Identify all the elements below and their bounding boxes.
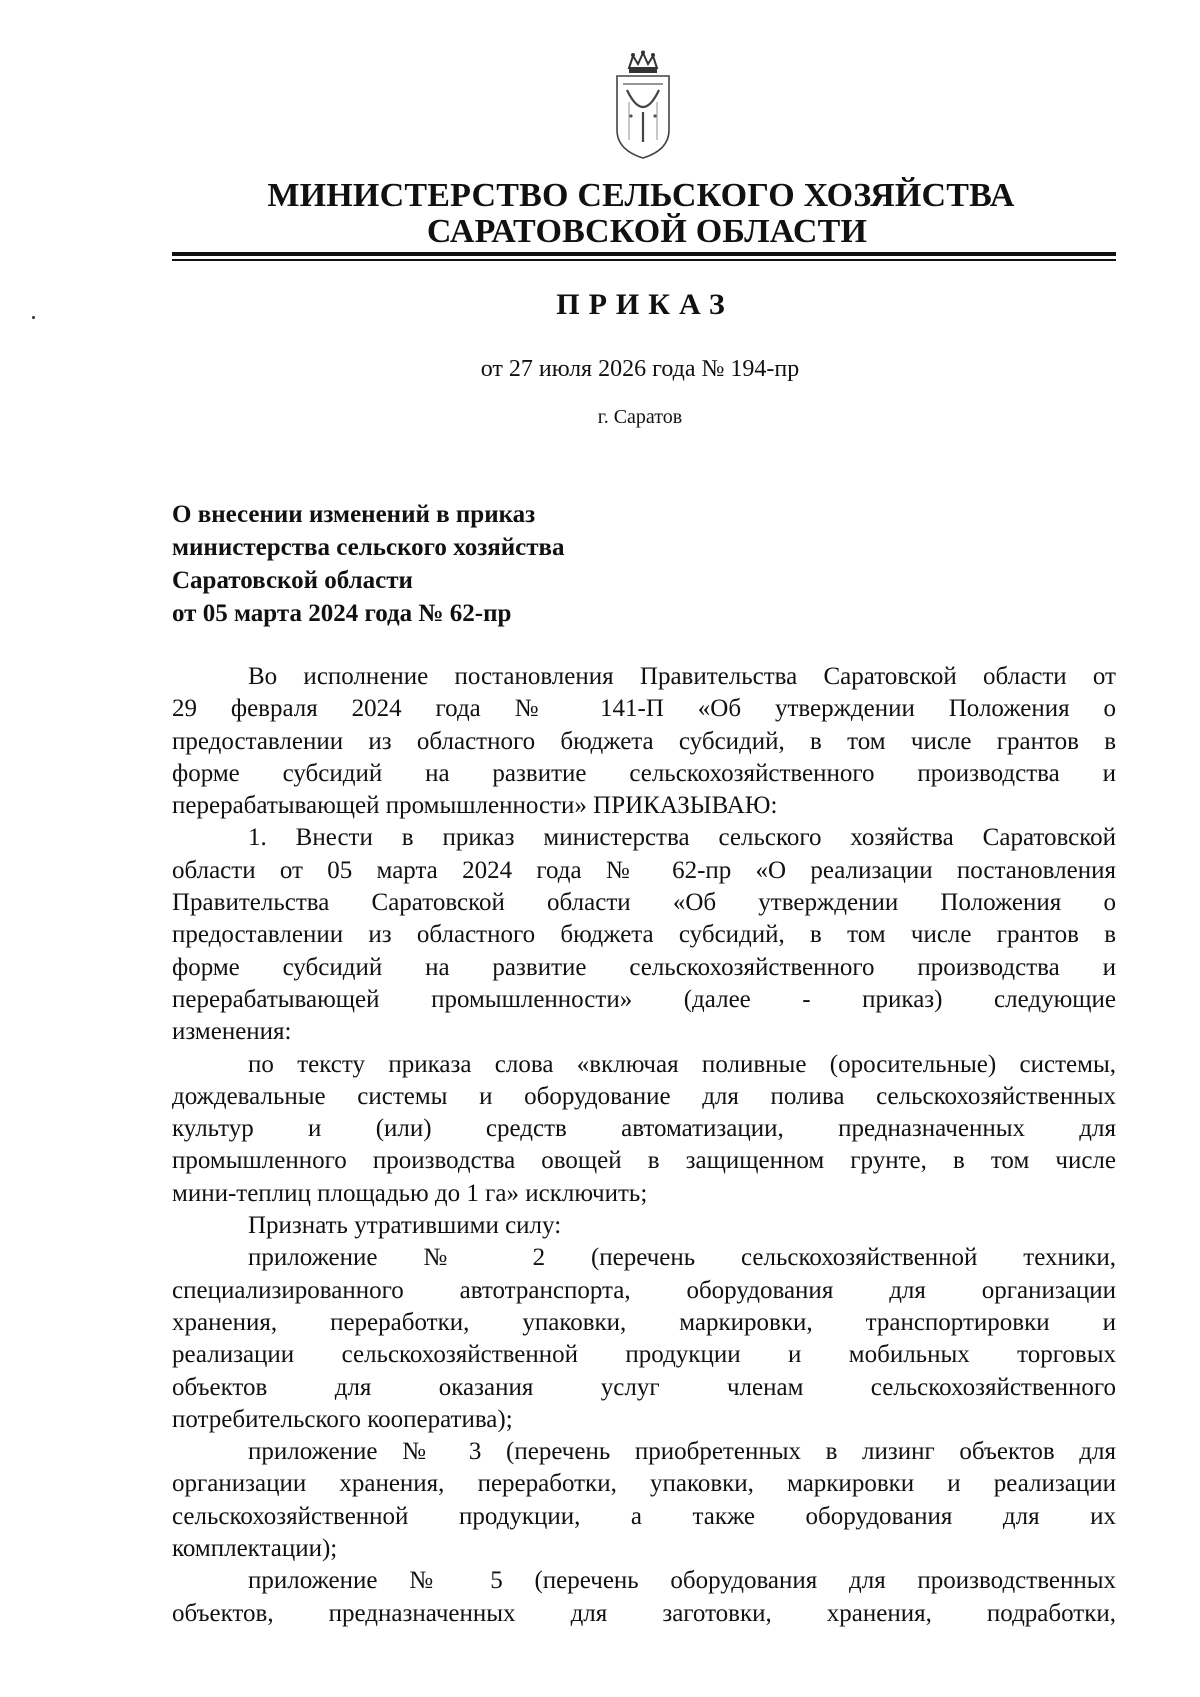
header-divider-thick [172, 252, 1116, 256]
body-line: Правительства Саратовской области «Об утверждении Положения о [172, 889, 1116, 917]
body-line: предоставлении из областного бюджета субсидий, в том числе грантов в [172, 921, 1116, 949]
body-line: Во исполнение постановления Правительства Саратовской области от [248, 663, 1116, 690]
body-line: форме субсидий на развитие сельскохозяйственного производства и [172, 953, 1116, 981]
header-divider-thin [172, 259, 1116, 261]
body-line: перерабатывающей промышленности» (далее - приказ) следующие [172, 985, 1116, 1013]
body-line: культур и (или) средств автоматизации, предназначенных для [172, 1115, 1116, 1143]
body-line: организации хранения, переработки, упаковки, маркировки и реализации [172, 1470, 1116, 1498]
body-line: предоставлении из областного бюджета субсидий, в том числе грантов в [172, 727, 1116, 755]
scan-speck [32, 316, 35, 319]
body-line: форме субсидий на развитие сельскохозяйственного производства и [172, 759, 1116, 787]
body-line: специализированного автотранспорта, оборудования для организации [172, 1276, 1116, 1304]
body-line: изменения: [172, 1018, 292, 1046]
body-line: реализации сельскохозяйственной продукции и мобильных торговых [172, 1341, 1116, 1369]
order-subject [172, 498, 565, 630]
body-line: области от 05 марта 2024 года № 62-пр «О реализации постановления [172, 856, 1116, 884]
subject-line: Саратовской области [172, 567, 413, 594]
body-line: потребительского кооператива); [172, 1405, 513, 1433]
subject-line: О внесении изменений в приказ [172, 501, 536, 528]
ministry-name-line-2: САРАТОВСКОЙ ОБЛАСТИ [426, 213, 868, 250]
subject-line: министерства сельского хозяйства [172, 534, 565, 561]
body-line: 1. Внести в приказ министерства сельского хозяйства Саратовской [248, 824, 1116, 852]
body-line: комплектации); [172, 1535, 338, 1563]
issue-city: г. Саратов [597, 406, 683, 428]
body-line: объектов для оказания услуг членам сельскохозяйственного [172, 1373, 1116, 1401]
subject-line: от 05 марта 2024 года № 62-пр [172, 600, 512, 627]
body-line: хранения, переработки, упаковки, маркировки, транспортировки и [172, 1308, 1116, 1336]
body-line: промышленного производства овощей в защищенном грунте, в том числе [172, 1147, 1116, 1175]
body-line: по тексту приказа слова «включая поливные (оросительные) системы, [248, 1050, 1116, 1078]
document-type-title: ПРИКАЗ [556, 288, 734, 321]
body-line: приложение № 2 (перечень сельскохозяйственной техники, [248, 1244, 1116, 1272]
body-line: приложение № 5 (перечень оборудования для производственных [248, 1567, 1116, 1595]
order-date-number: от 27 июля 2026 года № 194-пр [480, 356, 800, 382]
body-line: 29 февраля 2024 года № 141-П «Об утверждении Положения о [172, 695, 1116, 723]
order-body-text [172, 661, 1116, 1630]
body-line: Признать утратившими силу: [248, 1212, 562, 1240]
body-line: дождевальные системы и оборудование для полива сельскохозяйственных [172, 1082, 1116, 1110]
body-line: сельскохозяйственной продукции, а также оборудования для их [172, 1502, 1116, 1530]
body-line: перерабатывающей промышленности» ПРИКАЗЫВАЮ: [172, 792, 778, 820]
body-line: объектов, предназначенных для заготовки, хранения, подработки, [172, 1599, 1116, 1627]
body-line: мини-теплиц площадью до 1 га» исключить; [172, 1179, 648, 1207]
coat-of-arms-emblem [607, 50, 679, 162]
ministry-name-line-1: МИНИСТЕРСТВО СЕЛЬСКОГО ХОЗЯЙСТВА [267, 177, 1015, 214]
body-line: приложение № 3 (перечень приобретенных в лизинг объектов для [248, 1438, 1116, 1466]
